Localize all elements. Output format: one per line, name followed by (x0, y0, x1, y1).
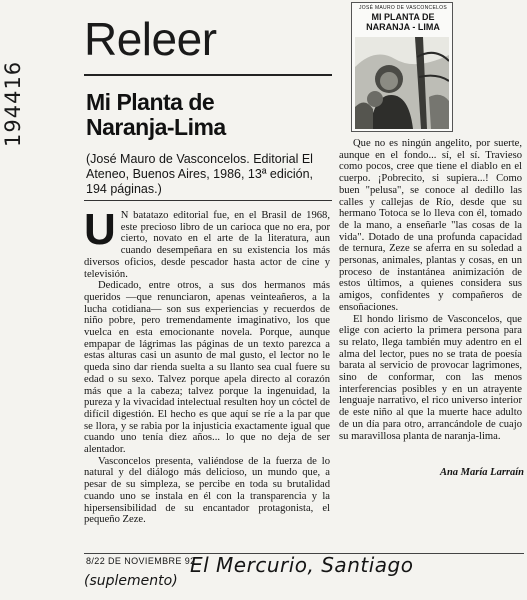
handwritten-note: (suplemento) (84, 573, 178, 589)
article-column-2 (339, 138, 522, 442)
cover-illustration (355, 37, 449, 129)
cover-title: MI PLANTA DE NARANJA - LIMA (366, 12, 440, 32)
archive-number: 194416 (1, 60, 25, 148)
paragraph-5: El hondo lirismo de Vasconcelos, que elige con acierto la primera persona para su relato, llega también muy adentro en el alma del lector, pues no se trata de poesía barata al servicio de provocar lagrimones, sino de conformar, con las menos interferencias posibles y en un atrayente lenguaje narrativo, el rico universo interior de este niño al que la muerte hace adulto de un día para otro, arrancándole de cuajo su maravillosa planta de naranja-lima. (339, 313, 522, 442)
middle-rule (84, 200, 332, 201)
section-title: Releer (84, 13, 217, 65)
paragraph-4: Que no es ningún angelito, por suerte, aunque en el fondo... sí, el sí. Travieso como pocos, cree que tiene el diablo en el cuerpo. ¡Pobrecito, si supiera...! Como buen "pelusa", se conoce al dedillo las calles y callejas de Río, desde que su hermano Totoca se lo lleva con él, tomado de la mano, a enseñarle "las cosas de la vida". Dotado de una profunda capacidad de ternura, Zeze se aferra en su soledad a personas, animales, plantas y cosas, en un proceso de instantánea animización de estos últimos, a quienes considera sus amigos, confidentes y compañeros de ensoñaciones. (339, 138, 522, 313)
drop-cap: U (84, 205, 116, 254)
top-rule (84, 74, 332, 76)
cover-author: JOSÉ MAURO DE VASCONCELOS (359, 5, 447, 11)
article-column-1 (84, 205, 330, 526)
article-headline: Mi Planta de Naranja-Lima (86, 89, 226, 140)
bibliographic-info: (José Mauro de Vasconcelos. Editorial El Ateneo, Buenos Aires, 1986, 13ª edición, 194 páginas.) (86, 152, 314, 196)
paragraph-1: N batatazo editorial fue, en el Brasil de 1968, este precioso libro de un carioca que no era, por cierto, novato en el arte de la literatura, aun cuando desempeñara en su existencia los más diversos oficios, desde pescador hasta actor de cine y televisión. (84, 210, 330, 280)
publication-date: 8/22 DE NOVIEMBRE 92 (86, 556, 196, 566)
handwritten-source: El Mercurio, Santiago (190, 553, 414, 577)
paragraph-2: Dedicado, entre otros, a sus dos hermanos más queridos —que renunciaron, apenas veinteañeros, a la lucha cotidiana— son sus experiencias y recuerdos de niño pobre, pero tremendamente imaginativo, los que vuelca en esta emocionante novela. Porque, aunque empapar de lágrimas las páginas de un texto parezca a estas alturas casi un asunto de mal gusto, el lector no le queda sino dar rienda suelta a su llanto sea cual fuere su edad o su sexo. Talvez porque apela directo al corazón más que a la cabeza; talvez porque la ingenuidad, la pureza y la vivacidad intelectual resulten hoy un cóctel de difícil digestión. El hecho es que aquí se ríe a la par que se llora, y se rabia por la injusticia exactamente igual que cuando uno tenía diez años... lo que no deja de ser alentador. (84, 280, 330, 456)
book-cover-image (351, 2, 453, 132)
author-signature: Ana María Larraín (439, 467, 524, 478)
paragraph-3: Vasconcelos presenta, valiéndose de la fuerza de lo natural y del diálogo más delicioso, un mundo que, a pesar de su simpleza, se percibe en toda su brutalidad cuando uno se instala en él con la transparencia y la hipersensibilidad de su encantador protagonista, el pequeño Zeze. (84, 455, 330, 526)
